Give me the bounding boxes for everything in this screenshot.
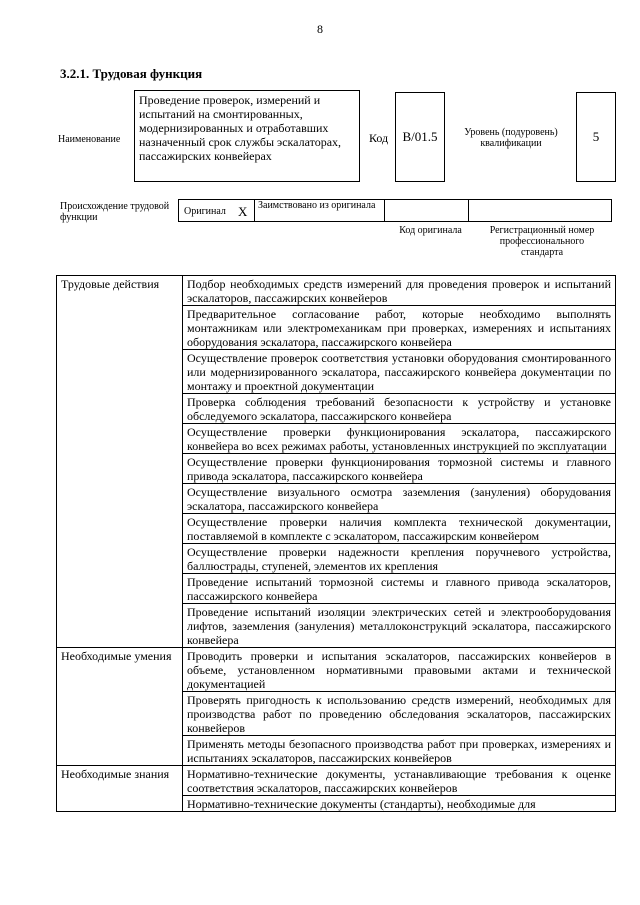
table-cell: Осуществление проверок соответствия установки оборудования смонтированного или модернизированного эскалатора, пассажирского конвейера документации по монтажу и проектной документации <box>183 350 616 394</box>
table-cell: Проверять пригодность к использованию средств измерений, необходимых для производства работ по проведению обследования эскалаторов, пассажирских конвейеров <box>183 692 616 736</box>
knowledge-label: Необходимые знания <box>57 766 183 812</box>
skills-label: Необходимые умения <box>57 648 183 766</box>
reg-number-cell <box>468 199 612 222</box>
table-cell: Осуществление визуального осмотра заземления (зануления) оборудования эскалатора, пассажирского конвейера <box>183 484 616 514</box>
table-row <box>57 276 616 306</box>
section-title: 3.2.1. Трудовая функция <box>60 66 203 81</box>
page-number: 8 <box>317 22 323 36</box>
level-value-box: 5 <box>576 92 616 182</box>
reg-number-label: Регистрационный номер профессионального стандарта <box>489 225 595 258</box>
table-cell: Проводить проверки и испытания эскалаторов, пассажирских конвейеров в объеме, установленном нормативными правовыми актами и технической документацией <box>183 648 616 692</box>
code-label: Код <box>369 131 389 145</box>
table-cell: Проведение испытаний тормозной системы и главного привода эскалаторов, пассажирского конвейера <box>183 574 616 604</box>
name-label: Наименование <box>58 134 121 145</box>
original-label: Оригинал <box>184 206 226 217</box>
function-table <box>56 275 616 812</box>
labor-actions-label: Трудовые действия <box>57 276 183 648</box>
table-cell: Нормативно-технические документы (стандарты), необходимые для <box>183 796 616 812</box>
table-cell: Осуществление проверки функционирования тормозной системы и главного привода эскалатора, пассажирского конвейера <box>183 454 616 484</box>
origin-grid <box>178 199 612 222</box>
code-value-box: B/01.5 <box>395 92 445 182</box>
original-mark: X <box>238 204 248 219</box>
table-cell: Проведение испытаний изоляции электрических сетей и электрооборудования лифтов, заземления (зануления) металлоконструкций эскалатора, пассажирского конвейера <box>183 604 616 648</box>
code-original-label: Код оригинала <box>399 225 462 236</box>
origin-label: Происхождение трудовой функции <box>60 201 170 223</box>
table-cell: Осуществление проверки функционирования эскалатора, пассажирского конвейера во всех режимах работы, установленных инструкцией по эксплуатации <box>183 424 616 454</box>
function-name-box: Проведение проверок, измерений и испытаний на смонтированных, модернизированных и отработавших назначенный срок службы эскалаторах, пассажирских конвейерах <box>134 90 360 182</box>
table-cell: Подбор необходимых средств измерений для проведения проверок и испытаний эскалаторов, пассажирских конвейеров <box>183 276 616 306</box>
original-cell <box>178 199 255 222</box>
table-row <box>57 766 616 796</box>
code-original-cell <box>384 199 469 222</box>
table-cell: Осуществление проверки наличия комплекта технической документации, поставляемой в комплекте с эскалатором, пассажирским конвейером <box>183 514 616 544</box>
table-cell: Проверка соблюдения требований безопасности к устройству и установке обследуемого эскалатора, пассажирского конвейера <box>183 394 616 424</box>
borrowed-cell <box>254 199 385 222</box>
table-cell: Предварительное согласование работ, которые необходимо выполнять монтажникам или электромеханикам при проверках, измерениях и испытаниях оборудования эскалатора, пассажирского конвейера <box>183 306 616 350</box>
table-row <box>57 648 616 692</box>
level-label: Уровень (подуровень) квалификации <box>464 127 558 149</box>
borrowed-label: Заимствовано из оригинала <box>258 200 376 211</box>
table-cell: Применять методы безопасного производства работ при проверках, измерениях и испытаниях эскалаторов, пассажирских конвейеров <box>183 736 616 766</box>
table-cell: Осуществление проверки надежности крепления поручневого устройства, баллюстрады, ступеней, элементов их крепления <box>183 544 616 574</box>
table-cell: Нормативно-технические документы, устанавливающие требования к оценке соответствия эскалаторов, пассажирских конвейеров <box>183 766 616 796</box>
